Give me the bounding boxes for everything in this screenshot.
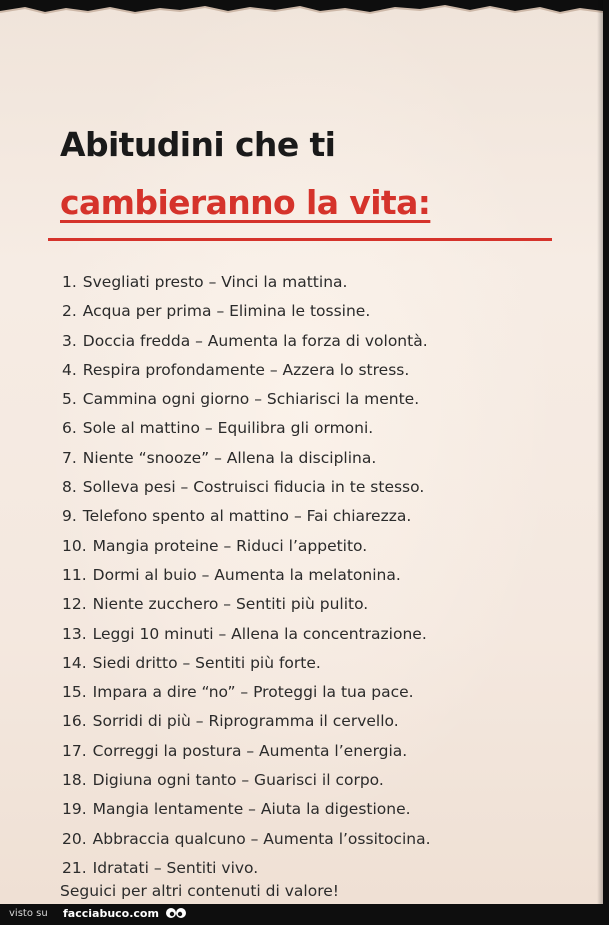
habit-number: 14. xyxy=(62,653,87,672)
habit-item xyxy=(0,737,431,766)
habit-text: Impara a dire “no” – Proteggi la tua pace. xyxy=(92,683,414,702)
habit-item xyxy=(0,825,431,854)
habit-number: 2. xyxy=(62,302,77,321)
habit-number: 1. xyxy=(62,273,77,291)
habit-number: 13. xyxy=(62,624,87,643)
facciabuco-eyes-logo-icon xyxy=(165,906,187,922)
habit-number: 3. xyxy=(62,331,77,350)
habit-text: Digiuna ogni tanto – Guarisci il corpo. xyxy=(92,771,384,790)
habit-item xyxy=(0,678,431,707)
habit-text: Sole al mattino – Equilibra gli ormoni. xyxy=(82,419,374,438)
habit-item xyxy=(0,297,431,326)
habit-number: 17. xyxy=(62,741,87,760)
title-line-1: Abitudini che ti xyxy=(60,125,336,164)
habit-list xyxy=(0,268,431,883)
habit-text: Niente “snooze” – Allena la disciplina. xyxy=(82,448,377,467)
habit-text: Acqua per prima – Elimina le tossine. xyxy=(82,302,371,321)
habit-item xyxy=(0,707,431,736)
habit-number: 12. xyxy=(62,595,87,614)
title-underline-rule xyxy=(48,238,552,241)
habit-item xyxy=(0,414,431,443)
habit-item xyxy=(0,502,431,531)
habit-text: Abbraccia qualcuno – Aumenta l’ossitocina. xyxy=(92,829,431,848)
habit-number: 15. xyxy=(62,683,87,702)
watermark-brand[interactable]: facciabuco.com xyxy=(63,907,159,920)
habit-text: Idratati – Sentiti vivo. xyxy=(92,858,259,877)
habit-number: 19. xyxy=(62,800,87,819)
habit-number: 9. xyxy=(62,507,77,526)
habit-text: Leggi 10 minuti – Allena la concentrazione. xyxy=(92,624,427,643)
habit-text: Svegliati presto – Vinci la mattina. xyxy=(82,273,348,291)
habit-text: Siedi dritto – Sentiti più forte. xyxy=(92,653,321,672)
habit-item xyxy=(0,590,431,619)
habit-number: 4. xyxy=(62,360,77,379)
footer-cta: Seguici per altri contenuti di valore! xyxy=(60,882,339,900)
habit-item xyxy=(0,268,431,297)
watermark-prefix: visto su xyxy=(9,908,48,919)
habit-text: Mangia proteine – Riduci l’appetito. xyxy=(92,536,368,555)
habit-number: 8. xyxy=(62,478,77,497)
habit-item xyxy=(0,561,431,590)
habit-item xyxy=(0,356,431,385)
watermark-bar xyxy=(0,904,609,925)
habit-text: Cammina ogni giorno – Schiarisci la mente. xyxy=(82,390,420,409)
habit-item xyxy=(0,444,431,473)
habit-item xyxy=(0,327,431,356)
habit-number: 16. xyxy=(62,712,87,731)
title-line-2: cambieranno la vita: xyxy=(60,183,431,222)
habit-number: 10. xyxy=(62,536,87,555)
habit-text: Mangia lentamente – Aiuta la digestione. xyxy=(92,800,411,819)
habit-text: Solleva pesi – Costruisci fiducia in te stesso. xyxy=(82,478,425,497)
torn-paper-edge xyxy=(0,0,603,28)
habit-number: 6. xyxy=(62,419,77,438)
habit-text: Correggi la postura – Aumenta l’energia. xyxy=(92,741,408,760)
habit-item xyxy=(0,620,431,649)
habit-text: Niente zucchero – Sentiti più pulito. xyxy=(92,595,369,614)
habit-item xyxy=(0,795,431,824)
habit-number: 11. xyxy=(62,565,87,584)
habit-text: Sorridi di più – Riprogramma il cervello. xyxy=(92,712,399,731)
habit-item xyxy=(0,385,431,414)
habit-number: 20. xyxy=(62,829,87,848)
habit-number: 18. xyxy=(62,771,87,790)
habit-number: 21. xyxy=(62,858,87,877)
paper-edge-shadow xyxy=(597,0,603,904)
habit-item xyxy=(0,473,431,502)
habit-item xyxy=(0,766,431,795)
habit-text: Dormi al buio – Aumenta la melatonina. xyxy=(92,565,401,584)
habit-number: 5. xyxy=(62,390,77,409)
habit-item xyxy=(0,649,431,678)
habit-item xyxy=(0,532,431,561)
habit-text: Doccia fredda – Aumenta la forza di volontà. xyxy=(82,331,428,350)
habit-text: Respira profondamente – Azzera lo stress. xyxy=(82,360,410,379)
habit-text: Telefono spento al mattino – Fai chiarezza. xyxy=(82,507,412,526)
habit-number: 7. xyxy=(62,448,77,467)
